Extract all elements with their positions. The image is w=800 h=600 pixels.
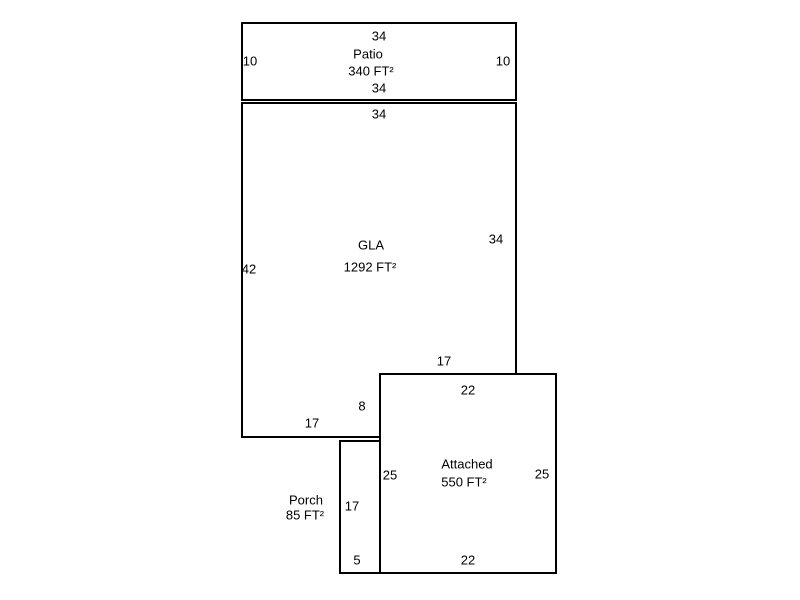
gla-dim-notch-side: 8 [358,398,366,414]
porch-area: 85 FT² [285,507,325,523]
gla-name: GLA [357,237,385,253]
attached-dim-bottom: 22 [460,552,476,568]
gla-dim-top: 34 [371,106,387,122]
gla-dim-left: 42 [241,261,257,277]
patio-dim-right: 10 [495,53,511,69]
porch-dim-left: 17 [344,498,360,514]
gla-dim-notch-top: 17 [436,353,452,369]
attached-dim-right: 25 [534,466,550,482]
porch-dim-bottom: 5 [353,552,361,568]
gla-dim-right: 34 [488,231,504,247]
porch-name: Porch [289,492,323,508]
attached-dim-left: 25 [382,467,398,483]
patio-dim-bottom: 34 [371,80,387,96]
patio-area: 340 FT² [348,63,394,79]
gla-dim-bottom: 17 [304,415,320,431]
attached-outline [380,374,556,573]
gla-area: 1292 FT² [343,259,397,275]
attached-name: Attached [441,456,493,472]
patio-dim-left: 10 [242,53,258,69]
attached-area: 550 FT² [441,474,487,490]
patio-dim-top: 34 [371,28,387,44]
attached-dim-top: 22 [460,382,476,398]
patio-name: Patio [353,46,383,62]
